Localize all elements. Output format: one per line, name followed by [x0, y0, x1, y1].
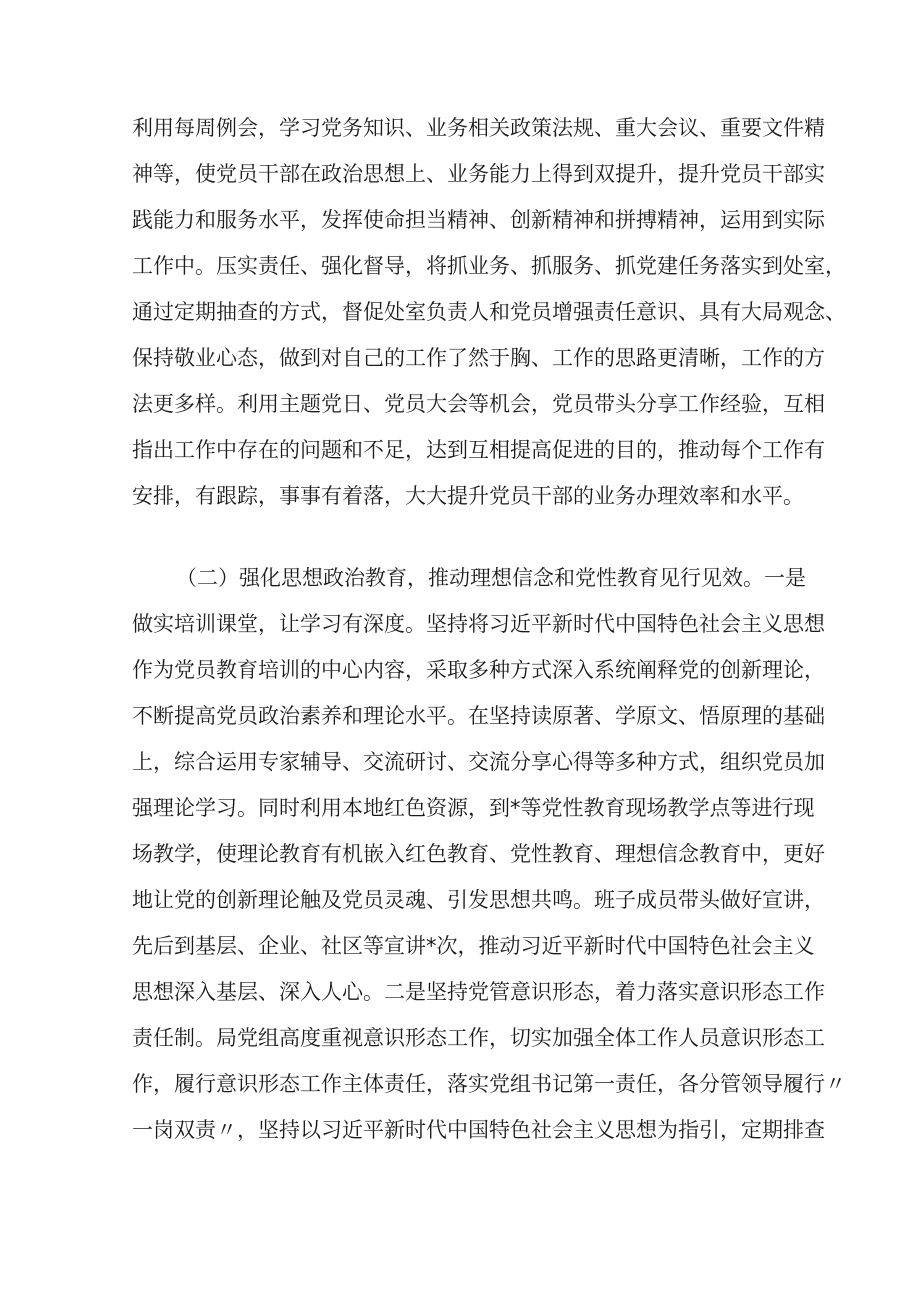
paragraph-line: 责任制。局党组高度重视意识形态工作，切实加强全体工作人员意识形态工: [132, 1026, 825, 1050]
paragraph-line: 地让党的创新理论触及党员灵魂、引发思想共鸣。班子成员带头做好宣讲，: [132, 888, 825, 912]
paragraph-line: 上，综合运用专家辅导、交流研讨、交流分享心得等多种方式，组织党员加: [132, 750, 825, 774]
paragraph-line: 安排，有跟踪，事事有着落，大大提升党员干部的业务办理效率和水平。: [132, 484, 804, 508]
paragraph-line: 工作中。压实责任、强化督导，将抓业务、抓服务、抓党建任务落实到处室，: [132, 254, 846, 278]
paragraph-line: 践能力和服务水平，发挥使命担当精神、创新精神和拼搏精神，运用到实际: [132, 208, 825, 232]
paragraph-line: 思想深入基层、深入人心。二是坚持党管意识形态，着力落实意识形态工作: [132, 980, 825, 1004]
paragraph-line: 作为党员教育培训的中心内容，采取多种方式深入系统阐释党的创新理论，: [132, 658, 825, 682]
paragraph-line: 法更多样。利用主题党日、党员大会等机会，党员带头分享工作经验，互相: [132, 392, 825, 416]
paragraph-line: 一岗双责〃，坚持以习近平新时代中国特色社会主义思想为指引，定期排查: [132, 1118, 825, 1142]
paragraph-line: 不断提高党员政治素养和理论水平。在坚持读原著、学原文、悟原理的基础: [132, 704, 825, 728]
paragraph-line: 先后到基层、企业、社区等宣讲*次，推动习近平新时代中国特色社会主义: [132, 934, 815, 958]
paragraph-line: （二）强化思想政治教育，推动理想信念和党性教育见行见效。一是: [176, 566, 806, 590]
paragraph-line: 场教学，使理论教育有机嵌入红色教育、党性教育、理想信念教育中，更好: [132, 842, 825, 866]
paragraph-line: 利用每周例会，学习党务知识、业务相关政策法规、重大会议、重要文件精: [132, 116, 825, 140]
paragraph-line: 保持敬业心态，做到对自己的工作了然于胸、工作的思路更清晰，工作的方: [132, 346, 825, 370]
paragraph-line: 强理论学习。同时利用本地红色资源，到*等党性教育现场教学点等进行现: [132, 796, 815, 820]
paragraph-line: 神等，使党员干部在政治思想上、业务能力上得到双提升，提升党员干部实: [132, 162, 825, 186]
paragraph-line: 作，履行意识形态工作主体责任，落实党组书记第一责任，各分管领导履行〃: [132, 1072, 846, 1096]
paragraph-line: 做实培训课堂，让学习有深度。坚持将习近平新时代中国特色社会主义思想: [132, 612, 825, 636]
paragraph-line: 指出工作中存在的问题和不足，达到互相提高促进的目的，推动每个工作有: [132, 438, 825, 462]
paragraph-line: 通过定期抽查的方式，督促处室负责人和党员增强责任意识、具有大局观念、: [132, 300, 846, 324]
